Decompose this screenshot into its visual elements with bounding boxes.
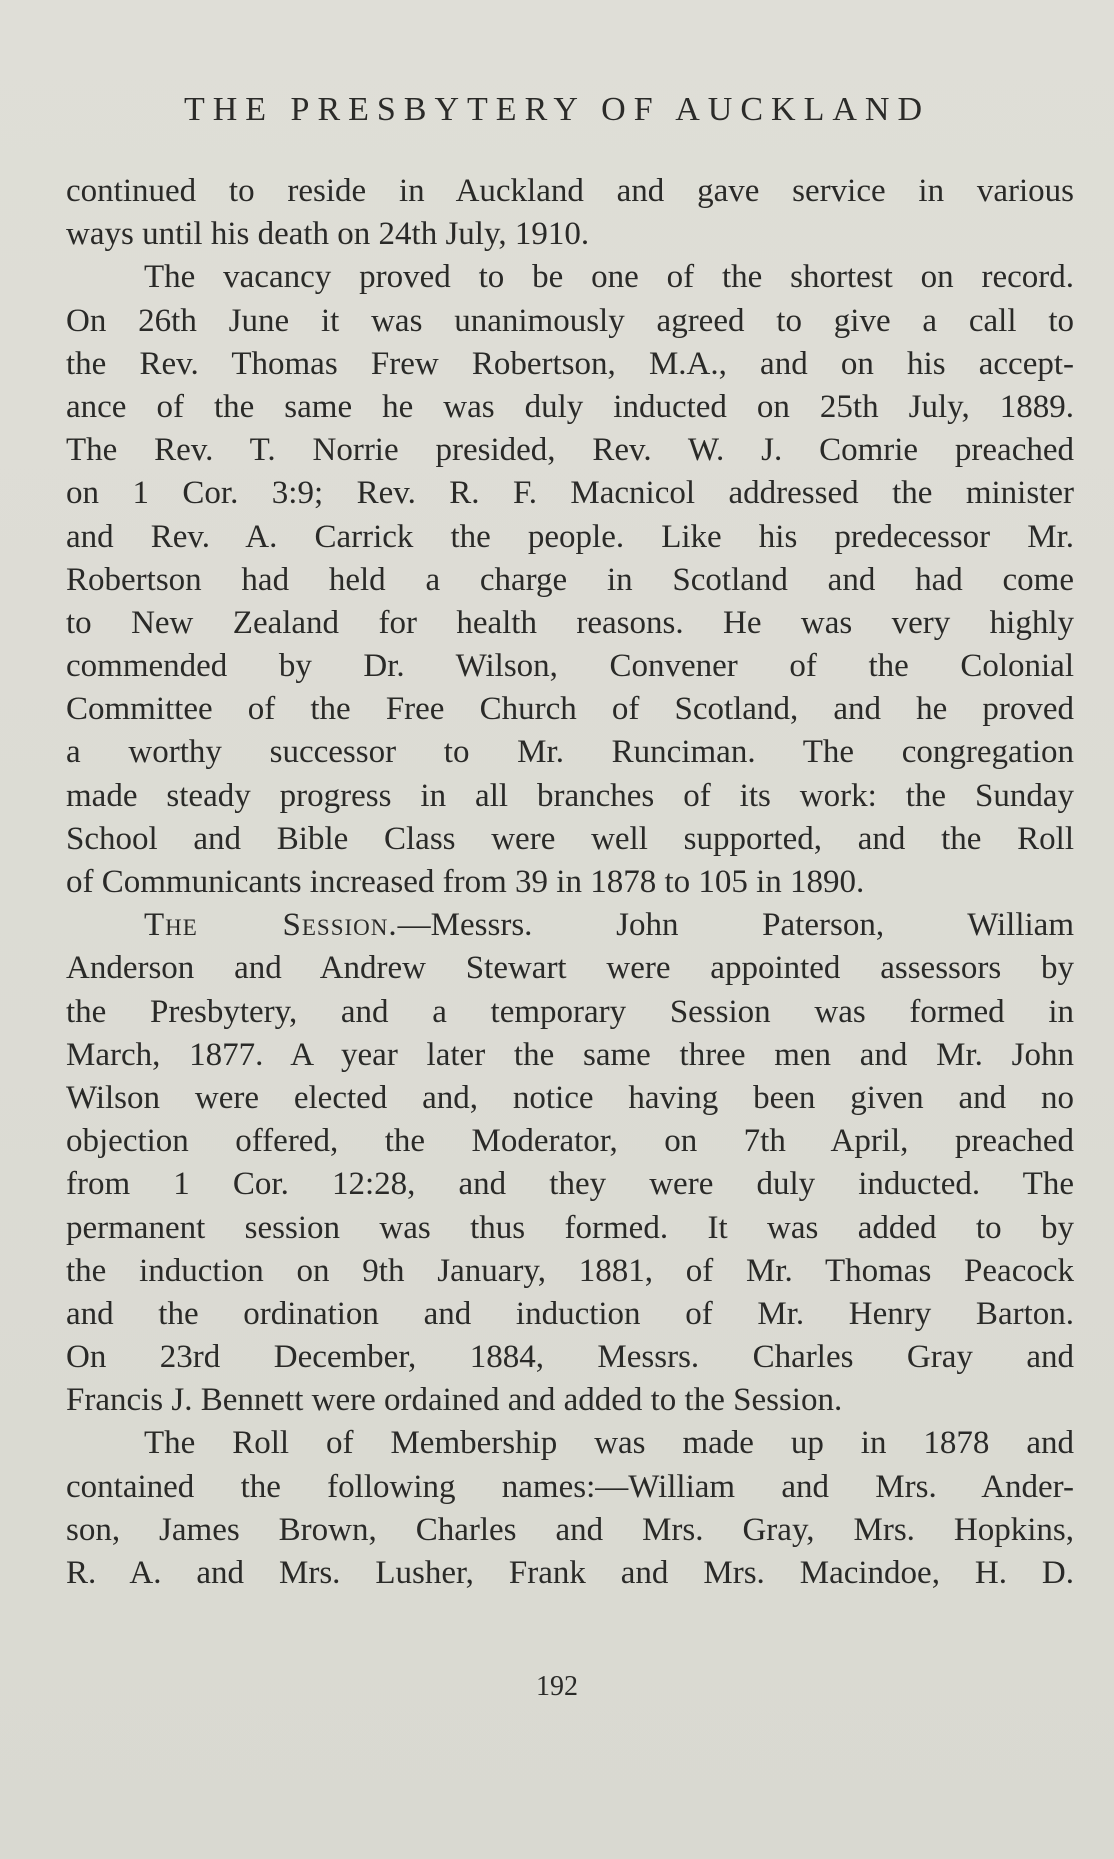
text-line: to New Zealand for health reasons. He was very highly [66,604,1074,641]
text-line: on 1 Cor. 3:9; Rev. R. F. Macnicol addressed the minister [66,475,1074,512]
text-line: Wilson were elected and, notice having been given and no [66,1079,1074,1116]
text-line: commended by Dr. Wilson, Convener of the Colonial [66,648,1074,685]
text-line: and the ordination and induction of Mr. Henry Barton. [66,1295,1074,1332]
text-line: ways until his death on 24th July, 1910. [66,216,590,253]
running-head: THE PRESBYTERY OF AUCKLAND [183,91,931,128]
text-line: ance of the same he was duly inducted on 25th July, 1889. [66,388,1074,425]
text-line: On 23rd December, 1884, Messrs. Charles Gray and [66,1339,1074,1376]
text-line: Robertson had held a charge in Scotland and had come [66,561,1074,598]
text-line: permanent session was thus formed. It was added to by [66,1209,1074,1246]
text-line: R. A. and Mrs. Lusher, Frank and Mrs. Macindoe, H. D. [66,1555,1074,1591]
text-line: of Communicants increased from 39 in 1878 to 105 in 1890. [66,864,865,900]
text-line: continued to reside in Auckland and gave service in various [66,173,1074,209]
text-line: made steady progress in all branches of its work: the Sunday [66,777,1074,814]
text-line [66,904,1074,947]
text-line: objection offered, the Moderator, on 7th April, preached [66,1123,1074,1160]
text-line: the Rev. Thomas Frew Robertson, M.A., and on his accept- [66,345,1074,382]
section-heading: The Session. [144,907,398,944]
text-line: from 1 Cor. 12:28, and they were duly inducted. The [66,1166,1074,1203]
text-line: On 26th June it was unanimously agreed to give a call to [66,302,1074,339]
text-line: March, 1877. A year later the same three men and Mr. John [66,1036,1074,1073]
text-line: Francis J. Bennett were ordained and added to the Session. [66,1382,843,1419]
text-line: The vacancy proved to be one of the shortest on record. [144,259,1074,296]
text-line: The Rev. T. Norrie presided, Rev. W. J. Comrie preached [66,432,1074,469]
text-line: Committee of the Free Church of Scotland, and he proved [66,691,1074,728]
text-line-rest: —Messrs. John Paterson, William [397,907,1075,944]
text-line: a worthy successor to Mr. Runciman. The congregation [66,734,1074,771]
text-line: The Roll of Membership was made up in 1878 and [144,1425,1074,1462]
text-line: son, James Brown, Charles and Mrs. Gray, Mrs. Hopkins, [66,1511,1074,1548]
text-line: Anderson and Andrew Stewart were appointed assessors by [66,950,1074,987]
text-line: contained the following names:—William and Mrs. Ander- [66,1468,1074,1505]
text-line: and Rev. A. Carrick the people. Like his predecessor Mr. [66,518,1074,555]
text-line: School and Bible Class were well supported, and the Roll [66,820,1074,857]
page-number: 192 [536,1671,578,1702]
text-line: the Presbytery, and a temporary Session was formed in [66,993,1074,1030]
text-line: the induction on 9th January, 1881, of Mr. Thomas Peacock [66,1252,1074,1289]
body-text [66,170,1074,1595]
